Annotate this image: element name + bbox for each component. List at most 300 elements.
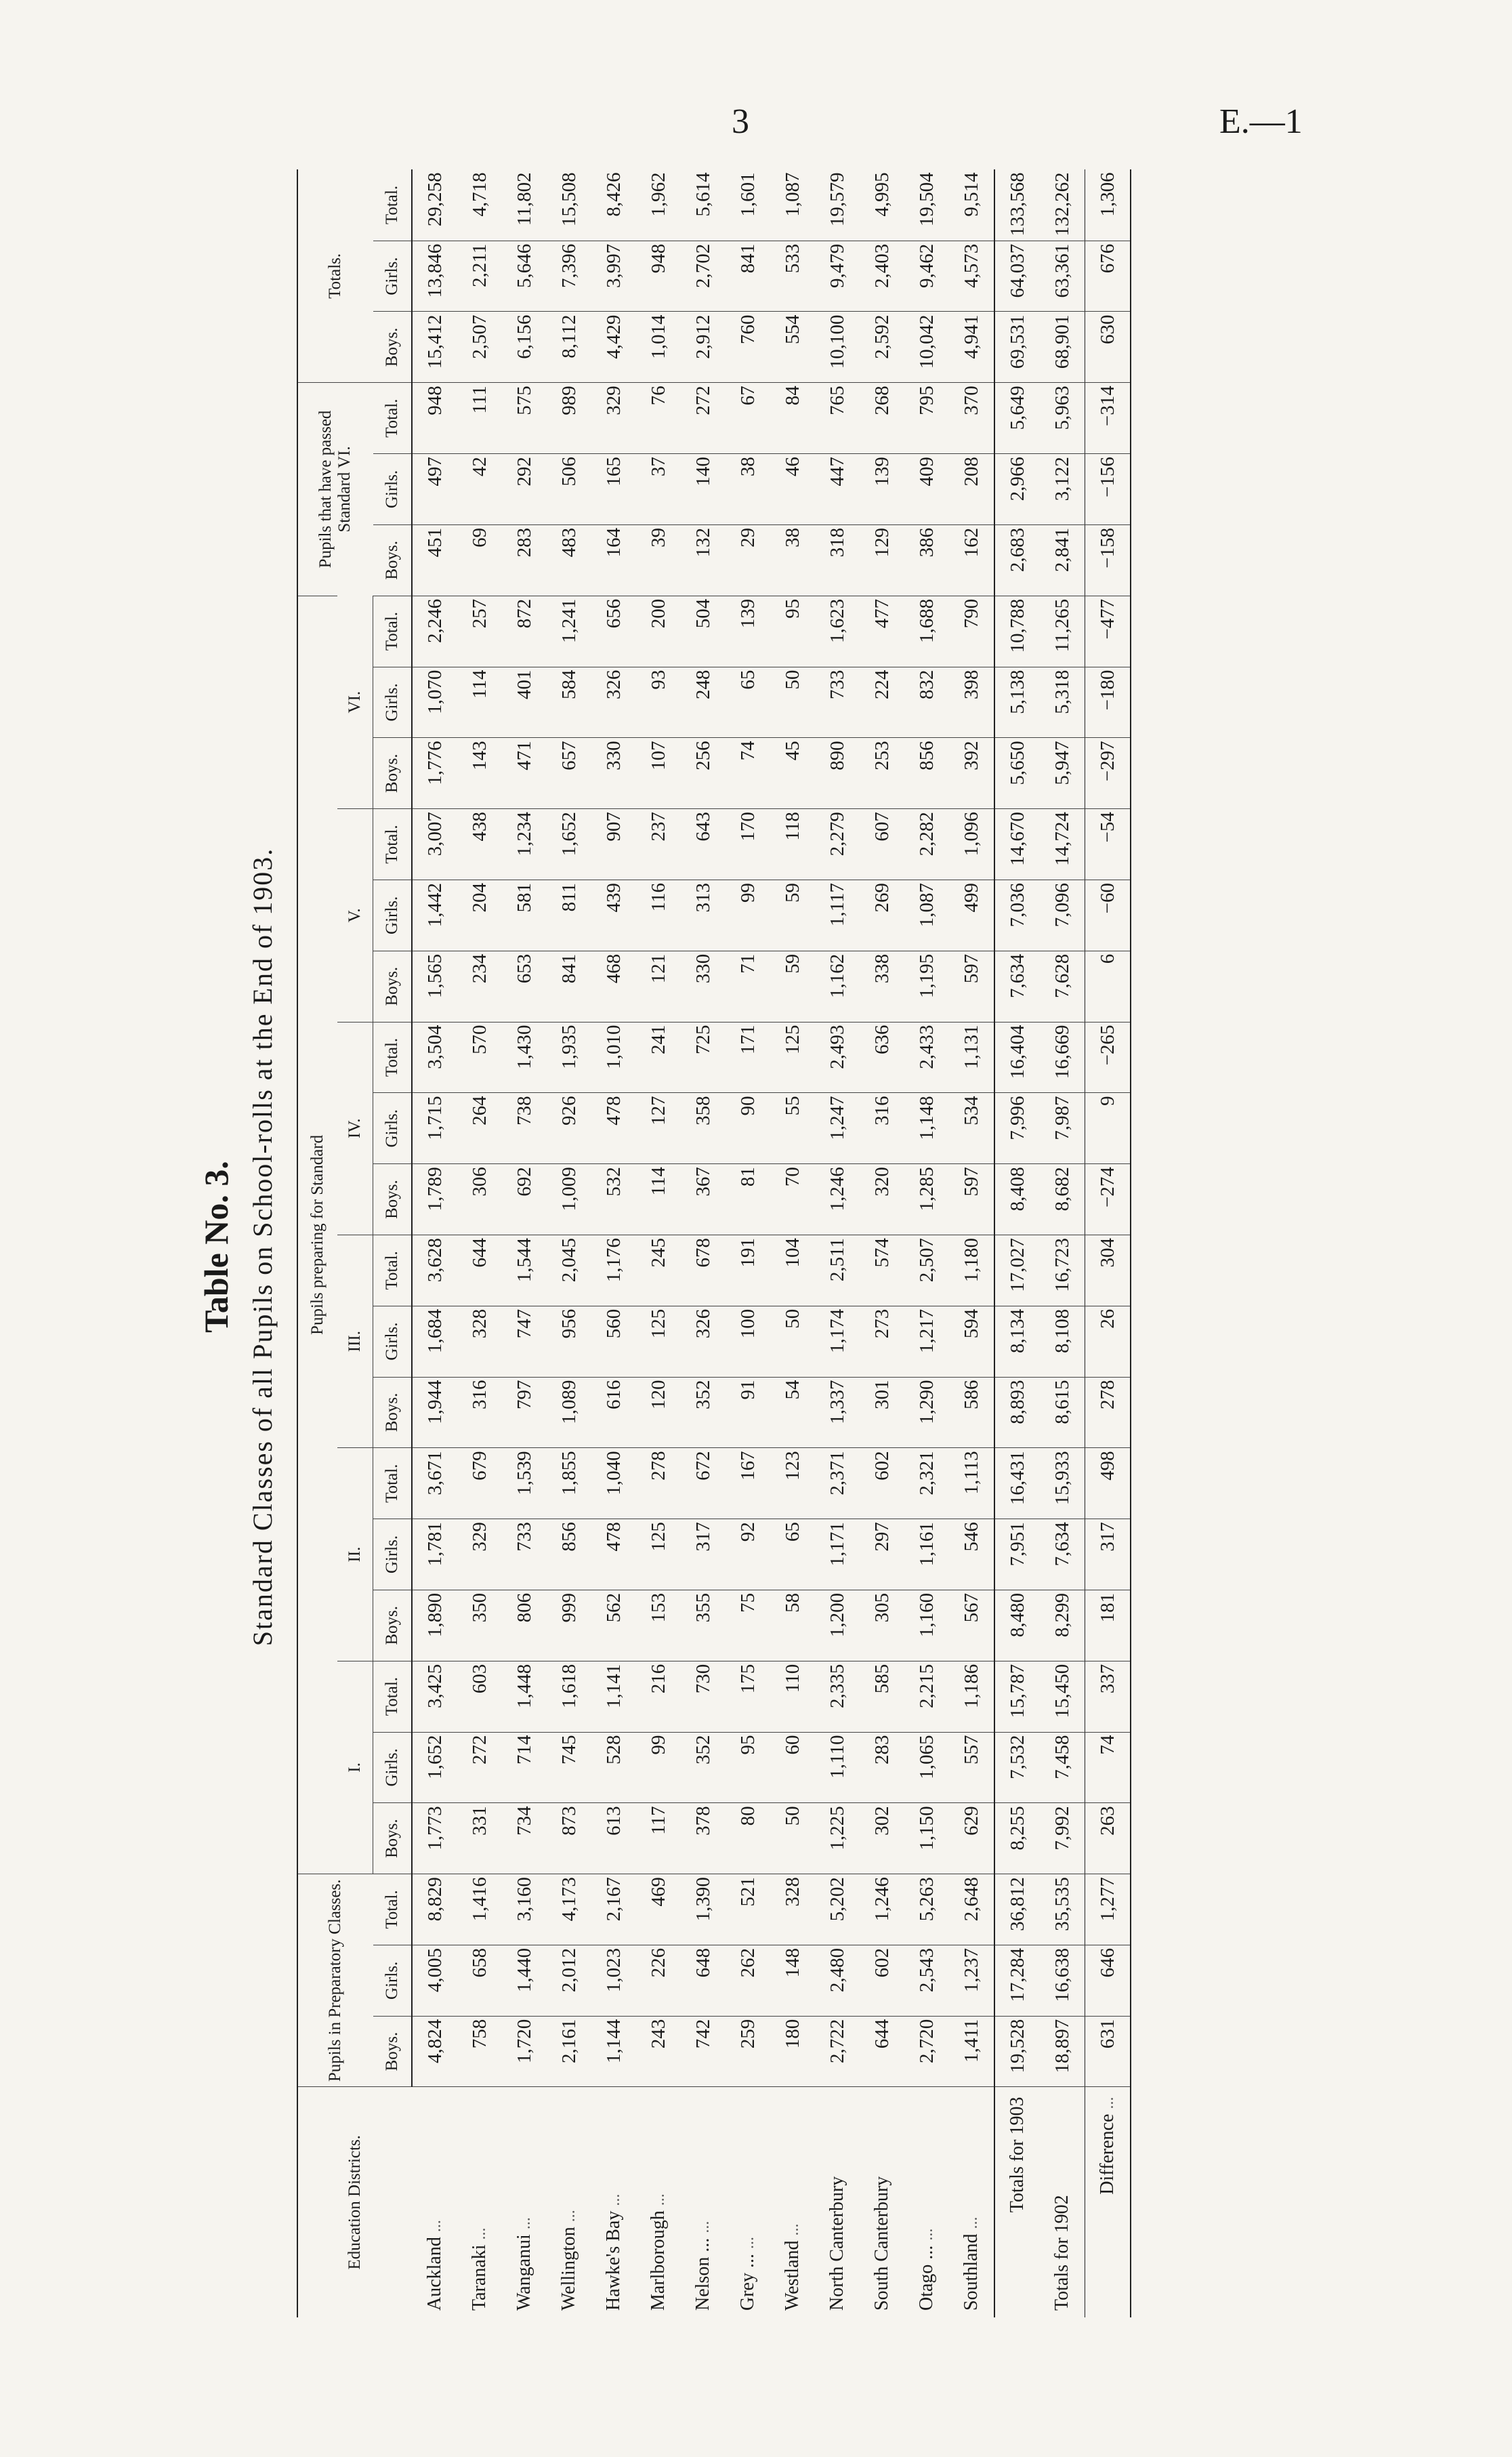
table-cell: 9,462 xyxy=(904,241,949,312)
table-cell: 1,160 xyxy=(904,1590,949,1661)
table-cell: 216 xyxy=(636,1661,681,1732)
table-cell: 226 xyxy=(636,1945,681,2016)
table-cell: −297 xyxy=(1085,738,1131,809)
table-cell: 4,429 xyxy=(591,312,636,383)
table-cell: 602 xyxy=(860,1448,904,1519)
table-cell: 107 xyxy=(636,738,681,809)
table-cell: 574 xyxy=(860,1235,904,1306)
table-cell: 439 xyxy=(591,880,636,951)
district-name xyxy=(412,2087,457,2317)
district-label: South Canterbury xyxy=(871,2176,892,2311)
table-cell: 241 xyxy=(636,1022,681,1093)
table-cell: 75 xyxy=(726,1590,770,1661)
table-cell: 65 xyxy=(770,1519,815,1590)
table-row xyxy=(815,169,860,2317)
table-cell: 2,683 xyxy=(994,524,1040,596)
table-cell: 629 xyxy=(949,1803,994,1874)
table-cell: 999 xyxy=(547,1590,591,1661)
table-cell: 326 xyxy=(591,667,636,738)
district-name xyxy=(904,2087,949,2317)
table-cell: 262 xyxy=(726,1945,770,2016)
page-reference: E.—1 xyxy=(1219,102,1303,141)
table-cell: 171 xyxy=(726,1022,770,1093)
table-cell: 546 xyxy=(949,1519,994,1590)
table-row xyxy=(726,169,770,2317)
table-cell: 2,371 xyxy=(815,1448,860,1519)
table-cell: 1,890 xyxy=(412,1590,457,1661)
table-cell: 4,995 xyxy=(870,172,893,217)
district-name xyxy=(726,2087,770,2317)
table-cell: 305 xyxy=(860,1590,904,1661)
table-cell: 1,416 xyxy=(457,1874,502,1945)
table-cell: 692 xyxy=(502,1164,547,1235)
table-cell: 59 xyxy=(770,951,815,1022)
table-cell: 269 xyxy=(860,880,904,951)
leader-dots: ... xyxy=(963,2216,981,2229)
table-cell: 832 xyxy=(904,667,949,738)
table-cell: 631 xyxy=(1085,2016,1131,2087)
table-cell: 70 xyxy=(770,1164,815,1235)
table-cell: 2,648 xyxy=(949,1874,994,1945)
table-cell: 9,514 xyxy=(960,172,982,217)
table-cell: 1,174 xyxy=(815,1306,860,1377)
table-cell: 358 xyxy=(681,1093,726,1164)
table-cell: 760 xyxy=(726,312,770,383)
table-cell: 7,634 xyxy=(1040,1519,1085,1590)
table-cell: 2,403 xyxy=(860,241,904,312)
standard-header: VI. xyxy=(337,596,373,808)
table-cell: 90 xyxy=(726,1093,770,1164)
table-cell: 74 xyxy=(726,738,770,809)
table-cell: 1,688 xyxy=(904,596,949,667)
table-cell: 1,176 xyxy=(591,1235,636,1306)
table-cell: 65 xyxy=(726,667,770,738)
district-label: Totals for 1902 xyxy=(1051,2195,1072,2311)
district-label: Wanganui xyxy=(513,2234,534,2311)
table-cell: 9 xyxy=(1085,1093,1131,1164)
table-cell: 603 xyxy=(457,1661,502,1732)
standard-header: IV. xyxy=(337,1022,373,1235)
table-cell: 676 xyxy=(1085,241,1131,312)
table-cell: 386 xyxy=(904,524,949,596)
table-cell: −54 xyxy=(1085,809,1131,880)
table-cell: 50 xyxy=(770,1306,815,1377)
district-name xyxy=(502,2087,547,2317)
table-cell: 1,306 xyxy=(1085,169,1131,241)
district-label: Taranaki xyxy=(469,2244,490,2311)
table-cell: 1,277 xyxy=(1085,1874,1131,1945)
table-cell: 370 xyxy=(949,383,994,454)
table-cell: 80 xyxy=(726,1803,770,1874)
table-cell: 738 xyxy=(502,1093,547,1164)
table-cell: 328 xyxy=(457,1306,502,1377)
table-cell: 268 xyxy=(860,383,904,454)
standard-header: II. xyxy=(337,1448,373,1661)
district-label: Hawke's Bay xyxy=(603,2210,624,2311)
table-cell: 1,652 xyxy=(547,809,591,880)
district-label: Grey ... xyxy=(737,2254,758,2311)
table-cell: 478 xyxy=(591,1093,636,1164)
table-cell: 562 xyxy=(591,1590,636,1661)
table-cell: 316 xyxy=(457,1377,502,1448)
table-cell: 1,141 xyxy=(591,1661,636,1732)
table-cell: 811 xyxy=(547,880,591,951)
leader-dots: ... xyxy=(784,2223,802,2236)
district-name xyxy=(681,2087,726,2317)
table-cell: 5,963 xyxy=(1040,383,1085,454)
table-cell: 132 xyxy=(681,524,726,596)
table-cell: 167 xyxy=(726,1448,770,1519)
table-cell: 7,036 xyxy=(994,880,1040,951)
district-label: Marlborough xyxy=(648,2210,669,2311)
table-cell: 3,671 xyxy=(412,1448,457,1519)
table-cell: 733 xyxy=(502,1519,547,1590)
table-cell: 2,511 xyxy=(815,1235,860,1306)
table-cell: 554 xyxy=(770,312,815,383)
table-cell: 1,773 xyxy=(412,1803,457,1874)
table-cell: 2,335 xyxy=(815,1661,860,1732)
column-subheader: Girls. xyxy=(373,1093,413,1164)
table-cell: 350 xyxy=(457,1590,502,1661)
table-cell: 58 xyxy=(770,1590,815,1661)
table-cell: 257 xyxy=(457,596,502,667)
table-cell: 278 xyxy=(636,1448,681,1519)
table-cell: 742 xyxy=(681,2016,726,2087)
table-cell: 7,987 xyxy=(1040,1093,1085,1164)
table-cell: 50 xyxy=(770,667,815,738)
table-cell: 1,087 xyxy=(781,172,803,217)
table-row xyxy=(681,169,726,2317)
table-cell: 1,776 xyxy=(412,738,457,809)
table-cell: 2,912 xyxy=(681,312,726,383)
table-cell: 355 xyxy=(681,1590,726,1661)
table-cell: 2,507 xyxy=(904,1235,949,1306)
table-cell: 16,404 xyxy=(994,1022,1040,1093)
table-cell: 3,628 xyxy=(412,1235,457,1306)
table-cell: −158 xyxy=(1085,524,1131,596)
table-cell: 93 xyxy=(636,667,681,738)
table-cell: 7,992 xyxy=(1040,1803,1085,1874)
column-subheader: Boys. xyxy=(373,1164,413,1235)
table-cell: 409 xyxy=(904,454,949,525)
table-cell: 1,539 xyxy=(502,1448,547,1519)
table-cell: 438 xyxy=(457,809,502,880)
leader-dots: ... xyxy=(471,2227,489,2240)
table-cell: 8,893 xyxy=(994,1377,1040,1448)
table-cell: 55 xyxy=(770,1093,815,1164)
table-cell: 116 xyxy=(636,880,681,951)
table-cell: −265 xyxy=(1085,1022,1131,1093)
table-cell: 1,161 xyxy=(904,1519,949,1590)
table-cell: 2,592 xyxy=(860,312,904,383)
passed-header: Pupils that have passed Standard VI. xyxy=(297,383,373,596)
table-cell: 59 xyxy=(770,880,815,951)
table-cell: 790 xyxy=(949,596,994,667)
table-cell: 725 xyxy=(681,1022,726,1093)
table-cell: 123 xyxy=(770,1448,815,1519)
table-cell: 873 xyxy=(547,1803,591,1874)
table-cell: 330 xyxy=(591,738,636,809)
table-cell: 636 xyxy=(860,1022,904,1093)
table-cell: 5,138 xyxy=(994,667,1040,738)
table-cell: 1,131 xyxy=(949,1022,994,1093)
table-row xyxy=(1040,169,1085,2317)
table-cell: 283 xyxy=(502,524,547,596)
district-label: Westland xyxy=(782,2240,803,2311)
table-cell: 10,788 xyxy=(994,596,1040,667)
table-cell: 2,433 xyxy=(904,1022,949,1093)
table-cell: 948 xyxy=(636,241,681,312)
table-cell: 745 xyxy=(547,1732,591,1803)
table-cell: 1,565 xyxy=(412,951,457,1022)
table-cell: 2,282 xyxy=(904,809,949,880)
table-cell: 259 xyxy=(726,2016,770,2087)
table-cell: 352 xyxy=(681,1377,726,1448)
table-cell: −477 xyxy=(1085,596,1131,667)
table-cell: 95 xyxy=(726,1732,770,1803)
table-cell: 175 xyxy=(726,1661,770,1732)
table-cell: 26 xyxy=(1085,1306,1131,1377)
table-row xyxy=(949,169,994,2317)
table-cell: 338 xyxy=(860,951,904,1022)
table-cell: 132,262 xyxy=(1051,172,1073,236)
column-subheader: Total. xyxy=(373,809,413,880)
table-cell: 248 xyxy=(681,667,726,738)
table-cell: 16,431 xyxy=(994,1448,1040,1519)
table-cell: 99 xyxy=(726,880,770,951)
table-cell: 2,012 xyxy=(547,1945,591,2016)
table-cell: 3,160 xyxy=(502,1874,547,1945)
table-cell: −180 xyxy=(1085,667,1131,738)
table-cell: 648 xyxy=(681,1945,726,2016)
table-cell: 5,650 xyxy=(994,738,1040,809)
table-cell: 278 xyxy=(1085,1377,1131,1448)
table-cell: 208 xyxy=(949,454,994,525)
table-cell: 7,628 xyxy=(1040,951,1085,1022)
table-cell: 1,440 xyxy=(502,1945,547,2016)
table-cell: 283 xyxy=(860,1732,904,1803)
table-cell: 7,458 xyxy=(1040,1732,1085,1803)
column-subheader: Girls. xyxy=(373,1732,413,1803)
table-cell: 478 xyxy=(591,1519,636,1590)
table-cell: 1,944 xyxy=(412,1377,457,1448)
table-cell: 8,480 xyxy=(994,1590,1040,1661)
table-cell: 1,411 xyxy=(949,2016,994,2087)
table-cell: 17,284 xyxy=(994,1945,1040,2016)
table-cell: 1,009 xyxy=(547,1164,591,1235)
table-row xyxy=(502,169,547,2317)
table-cell: 581 xyxy=(502,880,547,951)
table-cell: 14,724 xyxy=(1040,809,1085,880)
table-cell: 560 xyxy=(591,1306,636,1377)
table-cell: 13,846 xyxy=(412,241,457,312)
table-cell: 890 xyxy=(815,738,860,809)
table-cell: 948 xyxy=(412,383,457,454)
table-cell: 91 xyxy=(726,1377,770,1448)
table-cell: −60 xyxy=(1085,880,1131,951)
standard-classes-table xyxy=(297,169,1131,2317)
table-cell: 84 xyxy=(770,383,815,454)
column-subheader: Girls. xyxy=(373,1519,413,1590)
column-subheader: Total. xyxy=(373,1022,413,1093)
table-cell: 528 xyxy=(591,1732,636,1803)
district-label: Southland xyxy=(961,2233,982,2311)
table-cell: 758 xyxy=(457,2016,502,2087)
table-cell: 104 xyxy=(770,1235,815,1306)
district-label: Wellington xyxy=(558,2227,579,2311)
table-cell: 730 xyxy=(681,1661,726,1732)
table-cell: 2,246 xyxy=(412,596,457,667)
table-cell: 841 xyxy=(547,951,591,1022)
table-cell: 678 xyxy=(681,1235,726,1306)
table-cell: 316 xyxy=(860,1093,904,1164)
table-cell: 129 xyxy=(860,524,904,596)
table-cell: 4,005 xyxy=(412,1945,457,2016)
table-row xyxy=(770,169,815,2317)
table-cell: 1,246 xyxy=(815,1164,860,1235)
table-cell: 597 xyxy=(949,951,994,1022)
table-cell: 2,507 xyxy=(457,312,502,383)
table-cell: 1,720 xyxy=(502,2016,547,2087)
table-cell: 1,684 xyxy=(412,1306,457,1377)
table-cell: 2,966 xyxy=(994,454,1040,525)
column-subheader: Boys. xyxy=(373,1803,413,1874)
table-cell: 653 xyxy=(502,951,547,1022)
leader-dots: ... xyxy=(516,2217,534,2230)
table-cell: 16,669 xyxy=(1040,1022,1085,1093)
table-cell: 1,171 xyxy=(815,1519,860,1590)
table-cell: 1,544 xyxy=(502,1235,547,1306)
table-cell: 133,568 xyxy=(994,169,1040,241)
table-cell: 76 xyxy=(636,383,681,454)
table-cell: 5,202 xyxy=(815,1874,860,1945)
standard-header: III. xyxy=(337,1235,373,1447)
table-cell: 120 xyxy=(636,1377,681,1448)
table-cell: 11,802 xyxy=(513,172,535,226)
table-cell: 1,962 xyxy=(647,172,669,217)
table-cell: 245 xyxy=(636,1235,681,1306)
table-cell: 3,997 xyxy=(591,241,636,312)
table-cell: 367 xyxy=(681,1164,726,1235)
table-cell: 656 xyxy=(591,596,636,667)
table-cell: 1,113 xyxy=(949,1448,994,1519)
leader-dots: ... xyxy=(606,2193,623,2206)
column-subheader: Girls. xyxy=(373,1945,413,2016)
table-cell: 2,161 xyxy=(547,2016,591,2087)
leader-dots: ... xyxy=(919,2228,936,2241)
table-cell: 11,265 xyxy=(1040,596,1085,667)
table-cell: 469 xyxy=(636,1874,681,1945)
table-cell: 679 xyxy=(457,1448,502,1519)
table-cell: 148 xyxy=(770,1945,815,2016)
table-row xyxy=(547,169,591,2317)
table-cell: 607 xyxy=(860,809,904,880)
leader-dots: ... xyxy=(650,2193,668,2206)
table-cell: 8,134 xyxy=(994,1306,1040,1377)
table-cell: 1,117 xyxy=(815,880,860,951)
table-cell: 956 xyxy=(547,1306,591,1377)
table-cell: 162 xyxy=(949,524,994,596)
table-cell: 2,480 xyxy=(815,1945,860,2016)
table-cell: 841 xyxy=(726,241,770,312)
table-cell: 1,150 xyxy=(904,1803,949,1874)
column-subheader: Girls. xyxy=(373,667,413,738)
table-cell: 616 xyxy=(591,1377,636,1448)
table-cell: 378 xyxy=(681,1803,726,1874)
table-cell: 630 xyxy=(1085,312,1131,383)
table-row xyxy=(636,169,681,2317)
table-cell: 5,646 xyxy=(502,241,547,312)
table-cell: 597 xyxy=(949,1164,994,1235)
table-cell: 1,065 xyxy=(904,1732,949,1803)
column-subheader: Total. xyxy=(373,1661,413,1732)
table-cell: 164 xyxy=(591,524,636,596)
table-cell: 313 xyxy=(681,880,726,951)
leader-dots: ... xyxy=(426,2220,444,2233)
table-row xyxy=(860,169,904,2317)
table-cell: 301 xyxy=(860,1377,904,1448)
table-cell: 4,824 xyxy=(412,2016,457,2087)
table-cell: 143 xyxy=(457,738,502,809)
table-cell: 1,789 xyxy=(412,1164,457,1235)
table-cell: 1,234 xyxy=(502,809,547,880)
table-cell: 2,841 xyxy=(1040,524,1085,596)
table-cell: 15,933 xyxy=(1040,1448,1085,1519)
table-cell: 67 xyxy=(726,383,770,454)
table-cell: 575 xyxy=(502,383,547,454)
table-cell: 3,122 xyxy=(1040,454,1085,525)
table-cell: 2,279 xyxy=(815,809,860,880)
table-cell: 1,337 xyxy=(815,1377,860,1448)
table-cell: 9,479 xyxy=(815,241,860,312)
table-cell: 38 xyxy=(770,524,815,596)
table-cell: 584 xyxy=(547,667,591,738)
table-cell: 1,935 xyxy=(547,1022,591,1093)
table-cell: 121 xyxy=(636,951,681,1022)
table-cell: 191 xyxy=(726,1235,770,1306)
table-cell: 532 xyxy=(591,1164,636,1235)
table-cell: 471 xyxy=(502,738,547,809)
table-cell: 856 xyxy=(547,1519,591,1590)
preparing-header: Pupils preparing for Standard xyxy=(297,596,337,1874)
table-cell: 570 xyxy=(457,1022,502,1093)
table-cell: 644 xyxy=(860,2016,904,2087)
table-cell: 68,901 xyxy=(1040,312,1085,383)
table-cell: 127 xyxy=(636,1093,681,1164)
table-cell: 926 xyxy=(547,1093,591,1164)
leader-dots: ... xyxy=(695,2221,713,2233)
table-cell: 2,722 xyxy=(815,2016,860,2087)
table-cell: −314 xyxy=(1085,383,1131,454)
table-cell: 2,045 xyxy=(547,1235,591,1306)
column-subheader: Boys. xyxy=(373,1377,413,1448)
table-cell: 200 xyxy=(636,596,681,667)
table-cell: 504 xyxy=(681,596,726,667)
table-cell: 302 xyxy=(860,1803,904,1874)
table-cell: 447 xyxy=(815,454,860,525)
table-cell: 42 xyxy=(457,454,502,525)
table-cell: 1,225 xyxy=(815,1803,860,1874)
table-cell: 733 xyxy=(815,667,860,738)
table-cell: 1,010 xyxy=(591,1022,636,1093)
table-cell: 2,211 xyxy=(457,241,502,312)
table-cell: 1,040 xyxy=(591,1448,636,1519)
table-cell: 16,723 xyxy=(1040,1235,1085,1306)
table-cell: 125 xyxy=(636,1306,681,1377)
table-cell: 74 xyxy=(1085,1732,1131,1803)
table-cell: 19,504 xyxy=(915,172,938,227)
district-name xyxy=(949,2087,994,2317)
